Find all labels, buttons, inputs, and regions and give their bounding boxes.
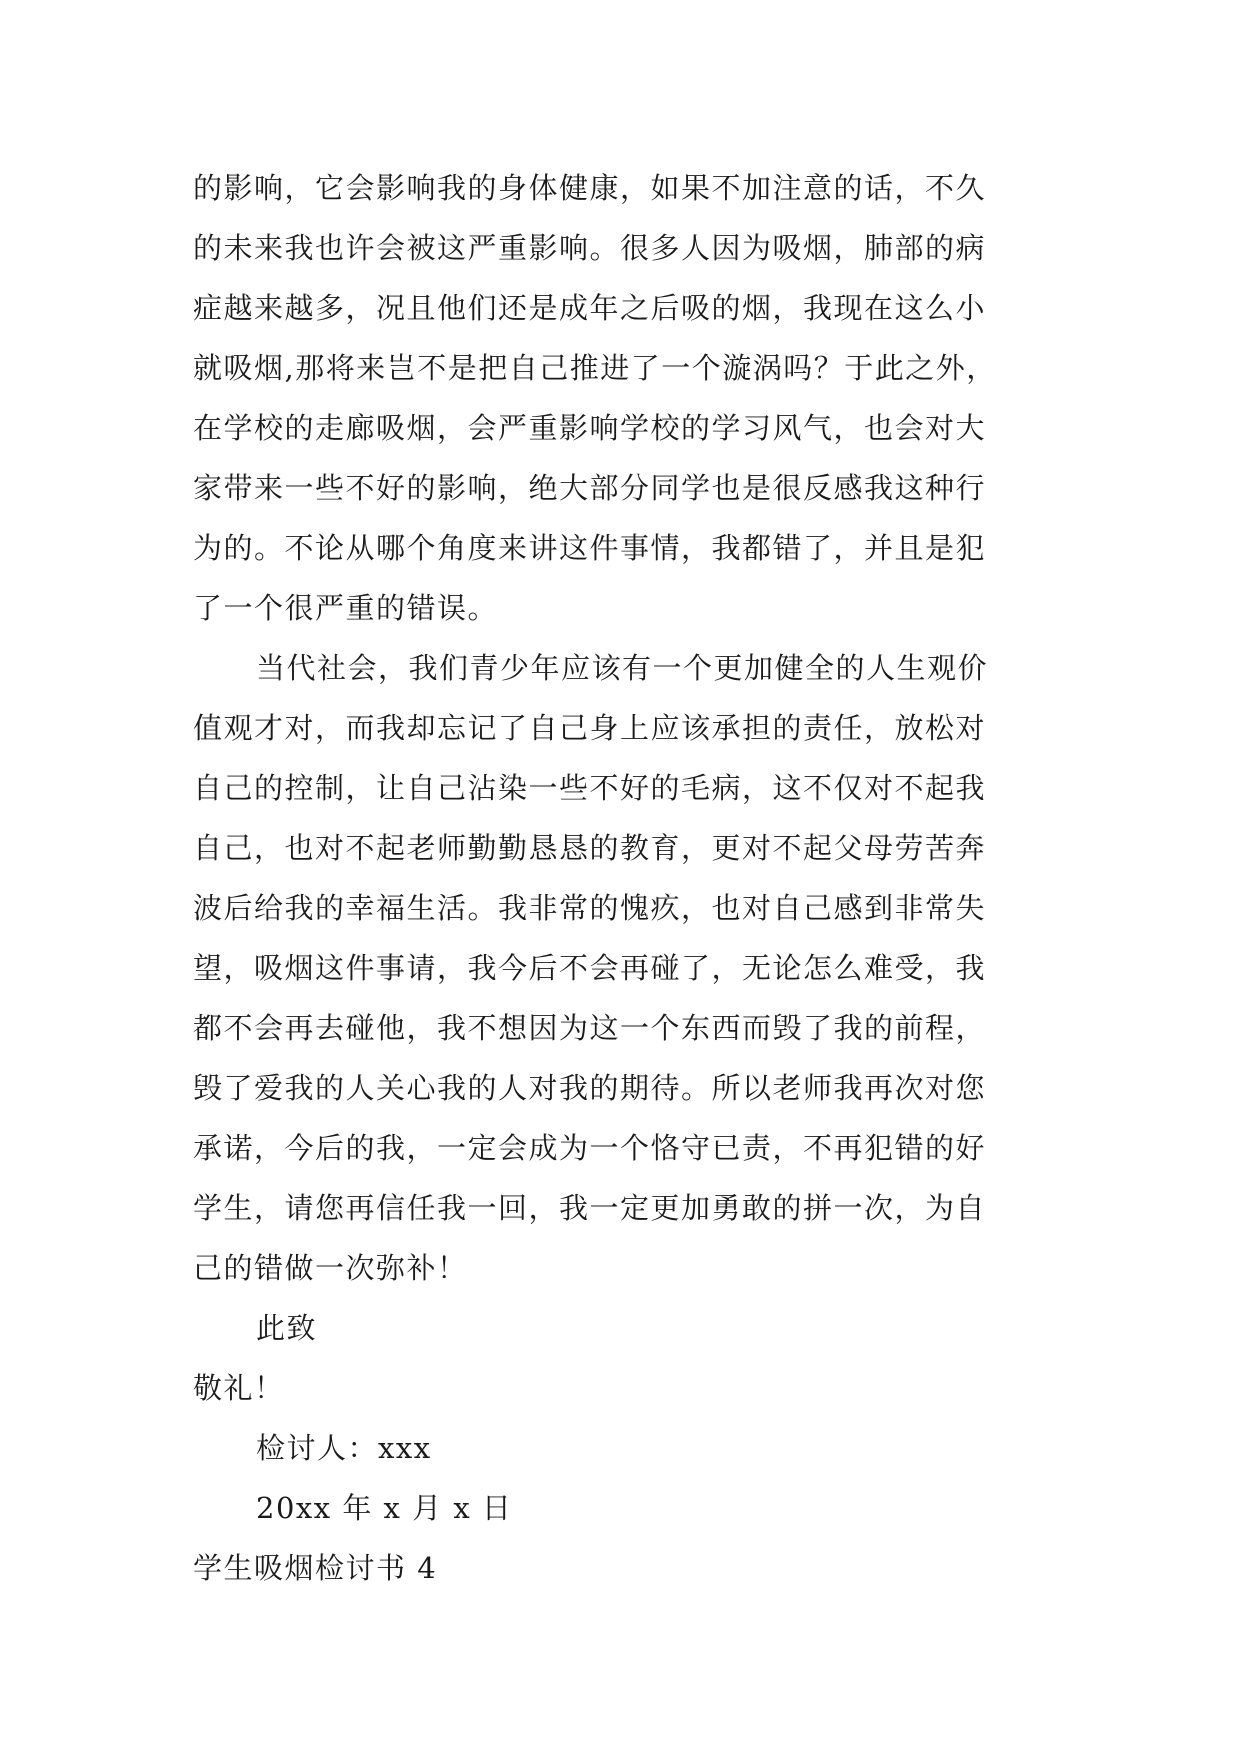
text-line: 了一个很严重的错误。: [193, 591, 499, 625]
text-line: 都不会再去碰他，我不想因为这一个东西而毁了我的前程，: [193, 1011, 987, 1045]
text-line: 当代社会，我们青少年应该有一个更加健全的人生观价: [256, 651, 989, 685]
text-line: 在学校的走廊吸烟，会严重影响学校的学习风气，也会对大: [193, 411, 987, 445]
salutation-line: 敬礼！: [193, 1371, 285, 1405]
text-line: 值观才对，而我却忘记了自己身上应该承担的责任，放松对: [193, 711, 987, 745]
text-line: 波后给我的幸福生活。我非常的愧疚，也对自己感到非常失: [193, 891, 987, 925]
paragraph-2: [193, 638, 1073, 1298]
text-line: 学生，请您再信任我一回，我一定更加勇敢的拼一次，为自: [193, 1191, 987, 1225]
closing-line: 此致: [256, 1311, 318, 1345]
text-line: 望，吸烟这件事请，我今后不会再碰了，无论怎么难受，我: [193, 951, 987, 985]
paragraph-1: [193, 158, 1073, 638]
text-line: 家带来一些不好的影响，绝大部分同学也是很反感我这种行: [193, 471, 987, 505]
text-line: 就吸烟,那将来岂不是把自己推进了一个漩涡吗？于此之外，: [193, 351, 997, 385]
text-line: 自己，也对不起老师勤勤恳恳的教育，更对不起父母劳苦奔: [193, 831, 987, 865]
text-line: 己的错做一次弥补！: [193, 1251, 468, 1285]
text-line: 自己的控制，让自己沾染一些不好的毛病，这不仅对不起我: [193, 771, 987, 805]
next-section-title: 学生吸烟检讨书 4: [193, 1551, 438, 1585]
text-line: 的影响，它会影响我的身体健康，如果不加注意的话，不久: [193, 171, 987, 205]
date-line: 20xx 年 x 月 x 日: [256, 1491, 513, 1525]
text-line: 症越来越多，况且他们还是成年之后吸的烟，我现在这么小: [193, 291, 987, 325]
text-line: 为的。不论从哪个角度来讲这件事情，我都错了，并且是犯: [193, 531, 987, 565]
text-line: 承诺，今后的我，一定会成为一个恪守已责，不再犯错的好: [193, 1131, 987, 1165]
text-line: 毁了爱我的人关心我的人对我的期待。所以老师我再次对您: [193, 1071, 987, 1105]
signer-line: 检讨人：xxx: [256, 1431, 432, 1465]
text-line: 的未来我也许会被这严重影响。很多人因为吸烟，肺部的病: [193, 231, 987, 265]
letter-body: [193, 158, 1073, 1598]
